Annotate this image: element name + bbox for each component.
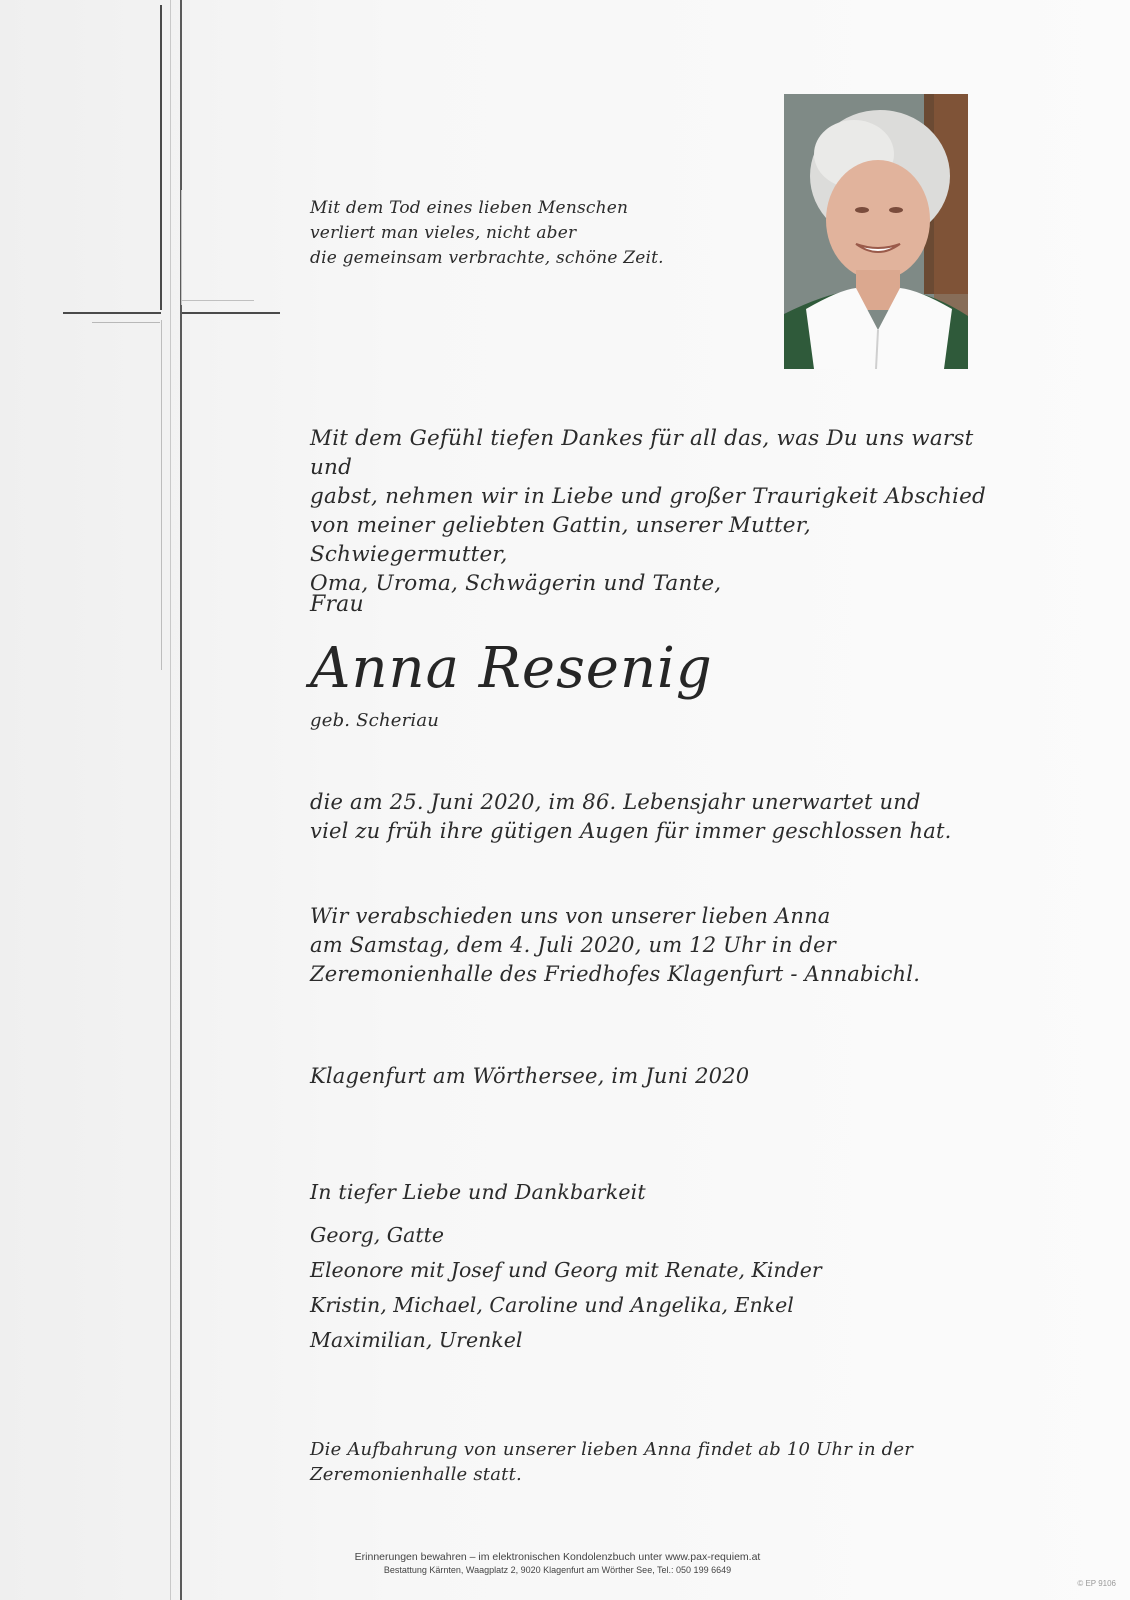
intro-line: von meiner geliebten Gattin, unserer Mutter, Schwiegermutter,: [310, 513, 811, 567]
deceased-name: Anna Resenig: [310, 636, 713, 701]
intro-line: Mit dem Gefühl tiefen Dankes für all das, was Du uns warst und: [310, 426, 974, 480]
closing-line: In tiefer Liebe und Dankbarkeit: [310, 1180, 646, 1204]
footer: [0, 1550, 1130, 1576]
family-member: Maximilian, Urenkel: [310, 1328, 523, 1352]
viewing-line: Zeremonienhalle statt.: [310, 1464, 522, 1485]
funeral-line: am Samstag, dem 4. Juli 2020, um 12 Uhr in der: [310, 933, 836, 957]
viewing-line: Die Aufbahrung von unserer lieben Anna findet ab 10 Uhr in der: [310, 1439, 914, 1460]
opening-quote: [310, 196, 730, 271]
footer-address-line: Bestattung Kärnten, Waagplatz 2, 9020 Klagenfurt am Wörther See, Tel.: 050 199 6649: [383, 1565, 732, 1575]
quote-line: die gemeinsam verbrachte, schöne Zeit.: [310, 248, 664, 268]
cross-left-shadow-line: [161, 320, 162, 670]
cross-inner-line: [181, 190, 182, 305]
cross-left-arm: [63, 312, 161, 314]
cross-right-arm-shadow: [182, 300, 254, 301]
cross-line-thin: [170, 0, 171, 1600]
cross-left-arm-shadow: [92, 322, 160, 323]
intro-line: gabst, nehmen wir in Liebe und großer Traurigkeit Abschied: [310, 484, 986, 509]
death-line: viel zu früh ihre gütigen Augen für immer geschlossen hat.: [310, 819, 952, 843]
quote-line: Mit dem Tod eines lieben Menschen: [310, 198, 629, 218]
document-code: © EP 9106: [1077, 1579, 1116, 1588]
cross-right-arm: [182, 312, 280, 314]
family-list: [310, 1218, 822, 1358]
birth-name: geb. Scheriau: [310, 710, 440, 731]
portrait-photo: [784, 94, 968, 369]
intro-line: Oma, Uroma, Schwägerin und Tante,: [310, 571, 722, 596]
quote-line: verliert man vieles, nicht aber: [310, 223, 577, 243]
funeral-line: Zeremonienhalle des Friedhofes Klagenfurt - Annabichl.: [310, 962, 921, 986]
viewing-notice: [310, 1437, 950, 1487]
footer-condolence-line: Erinnerungen bewahren – im elektronischen Kondolenzbuch unter www.pax-requiem.at: [354, 1551, 761, 1563]
cross-left-vertical: [160, 5, 162, 310]
funeral-details: [310, 902, 1010, 989]
family-member: Eleonore mit Josef und Georg mit Renate, Kinder: [310, 1258, 822, 1282]
death-line: die am 25. Juni 2020, im 86. Lebensjahr unerwartet und: [310, 790, 921, 814]
salutation: Frau: [310, 592, 364, 617]
place-date: Klagenfurt am Wörthersee, im Juni 2020: [310, 1064, 750, 1088]
intro-paragraph: [310, 424, 1010, 598]
funeral-line: Wir verabschieden uns von unserer lieben Anna: [310, 904, 831, 928]
death-notice: [310, 788, 1010, 846]
family-member: Kristin, Michael, Caroline und Angelika, Enkel: [310, 1293, 794, 1317]
family-member: Georg, Gatte: [310, 1223, 445, 1247]
